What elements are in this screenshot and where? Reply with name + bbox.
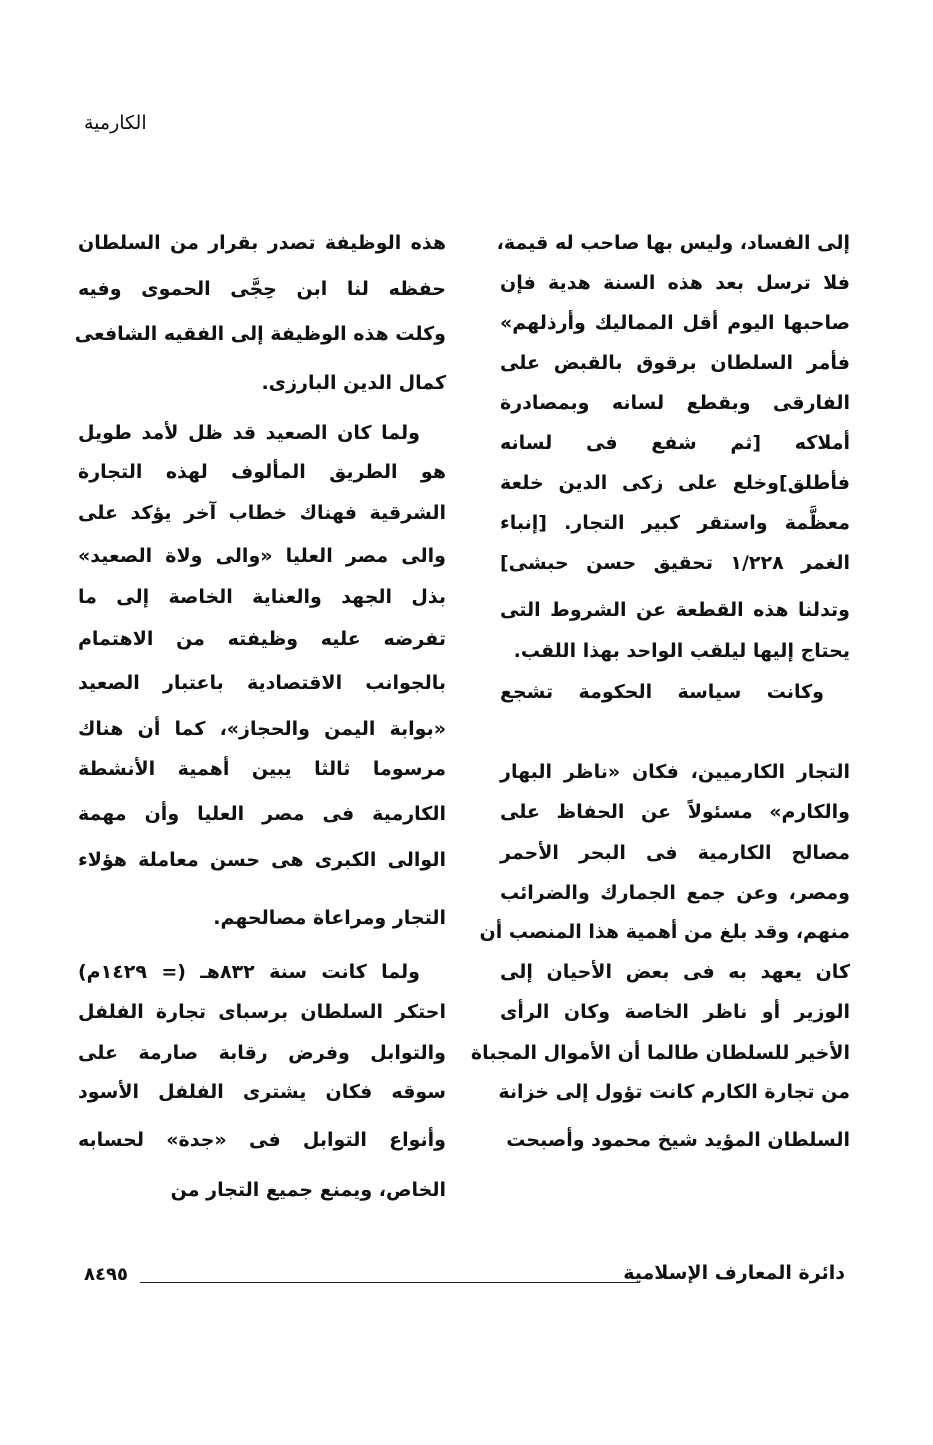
text-line: بالجوانب الاقتصادية باعتبار الصعيد xyxy=(78,672,446,694)
text-line: السلطان المؤيد شيخ محمود وأصبحت xyxy=(506,1129,850,1151)
text-line: حفظه لنا ابن حِجَّى الحموى وفيه xyxy=(78,278,446,300)
text-line: وأنواع التوابل فى «جدة» لحسابه xyxy=(78,1129,446,1151)
text-line: هذه الوظيفة تصدر بقرار من السلطان xyxy=(78,232,446,254)
text-line: وكلت هذه الوظيفة إلى الفقيه الشافعى xyxy=(74,323,446,345)
text-line: فأطلق]وخلع على زكى الدين خلعة xyxy=(500,472,850,494)
text-line: تفرضه عليه وظيفته من الاهتمام xyxy=(78,628,446,650)
text-line: والتوابل وفرض رقابة صارمة على xyxy=(78,1042,446,1064)
text-line: ومصر، وعن جمع الجمارك والضرائب xyxy=(500,882,850,904)
text-line: فأمر السلطان برقوق بالقبض على xyxy=(500,352,850,374)
text-line: يحتاج إليها ليلقب الواحد بهذا اللقب. xyxy=(513,640,850,662)
text-line: وتدلنا هذه القطعة عن الشروط التى xyxy=(500,599,850,621)
text-line: فلا ترسل بعد هذه السنة هدية فإن xyxy=(500,272,850,294)
text-line: والى مصر العليا «والى ولاة الصعيد» xyxy=(78,545,446,567)
text-line: احتكر السلطان برسباى تجارة الفلفل xyxy=(78,1001,446,1023)
text-line: الكارمية فى مصر العليا وأن مهمة xyxy=(78,803,446,825)
text-line: الأخير للسلطان طالما أن الأموال المجباة xyxy=(470,1042,850,1064)
text-line: معظَّمة واستقر كبير التجار. [إنباء xyxy=(500,512,850,534)
text-line: الشرقية فهناك خطاب آخر يؤكد على xyxy=(78,502,446,524)
text-line: التجار الكارميين، فكان «ناظر البهار xyxy=(500,761,850,783)
text-line: مصالح الكارمية فى البحر الأحمر xyxy=(500,842,850,864)
text-line: كان يعهد به فى بعض الأحيان إلى xyxy=(500,961,850,983)
text-line: الفارقى وبقطع لسانه وبمصادرة xyxy=(500,392,850,414)
text-line: كمال الدين البارزى. xyxy=(261,372,446,394)
footer-rule xyxy=(140,1282,640,1283)
text-line: ولما كانت سنة ٨٣٢هـ (= ١٤٢٩م) xyxy=(78,961,420,983)
text-line: أملاكه [ثم شفع فى لسانه xyxy=(500,432,850,454)
text-line: منهم، وقد بلغ من أهمية هذا المنصب أن xyxy=(479,921,850,943)
text-line: والكارم» مسئولاً عن الحفاظ على xyxy=(500,801,850,823)
text-line: ولما كان الصعيد قد ظل لأمد طويل xyxy=(78,422,420,444)
text-line: «بوابة اليمن والحجاز»، كما أن هناك xyxy=(78,718,446,740)
text-line: الوالى الكبرى هى حسن معاملة هؤلاء xyxy=(78,849,446,871)
text-line: الوزير أو ناظر الخاصة وكان الرأى xyxy=(500,1001,850,1023)
text-line: الخاص، ويمنع جميع التجار من xyxy=(170,1179,446,1201)
text-line: صاحبها اليوم أقل المماليك وأرذلهم» xyxy=(500,312,850,334)
page-number: ٨٤٩٥ xyxy=(84,1264,128,1285)
text-line: مرسوما ثالثا يبين أهمية الأنشطة xyxy=(78,758,446,780)
text-line: وكانت سياسة الحكومة تشجع xyxy=(500,681,824,703)
text-line: من تجارة الكارم كانت تؤول إلى خزانة xyxy=(498,1081,850,1103)
text-line: سوقه فكان يشترى الفلفل الأسود xyxy=(78,1081,446,1103)
text-line: التجار ومراعاة مصالحهم. xyxy=(213,907,446,929)
text-line: إلى الفساد، وليس بها صاحب له قيمة، xyxy=(496,232,850,254)
text-line: بذل الجهد والعناية الخاصة إلى ما xyxy=(78,586,446,608)
text-line: الغمر ١/٢٢٨ تحقيق حسن حبشى] xyxy=(500,552,851,574)
footer-title: دائرة المعارف الإسلامية xyxy=(623,1262,845,1284)
running-head: الكارمية xyxy=(84,112,147,134)
text-line: هو الطريق المألوف لهذه التجارة xyxy=(78,461,446,483)
